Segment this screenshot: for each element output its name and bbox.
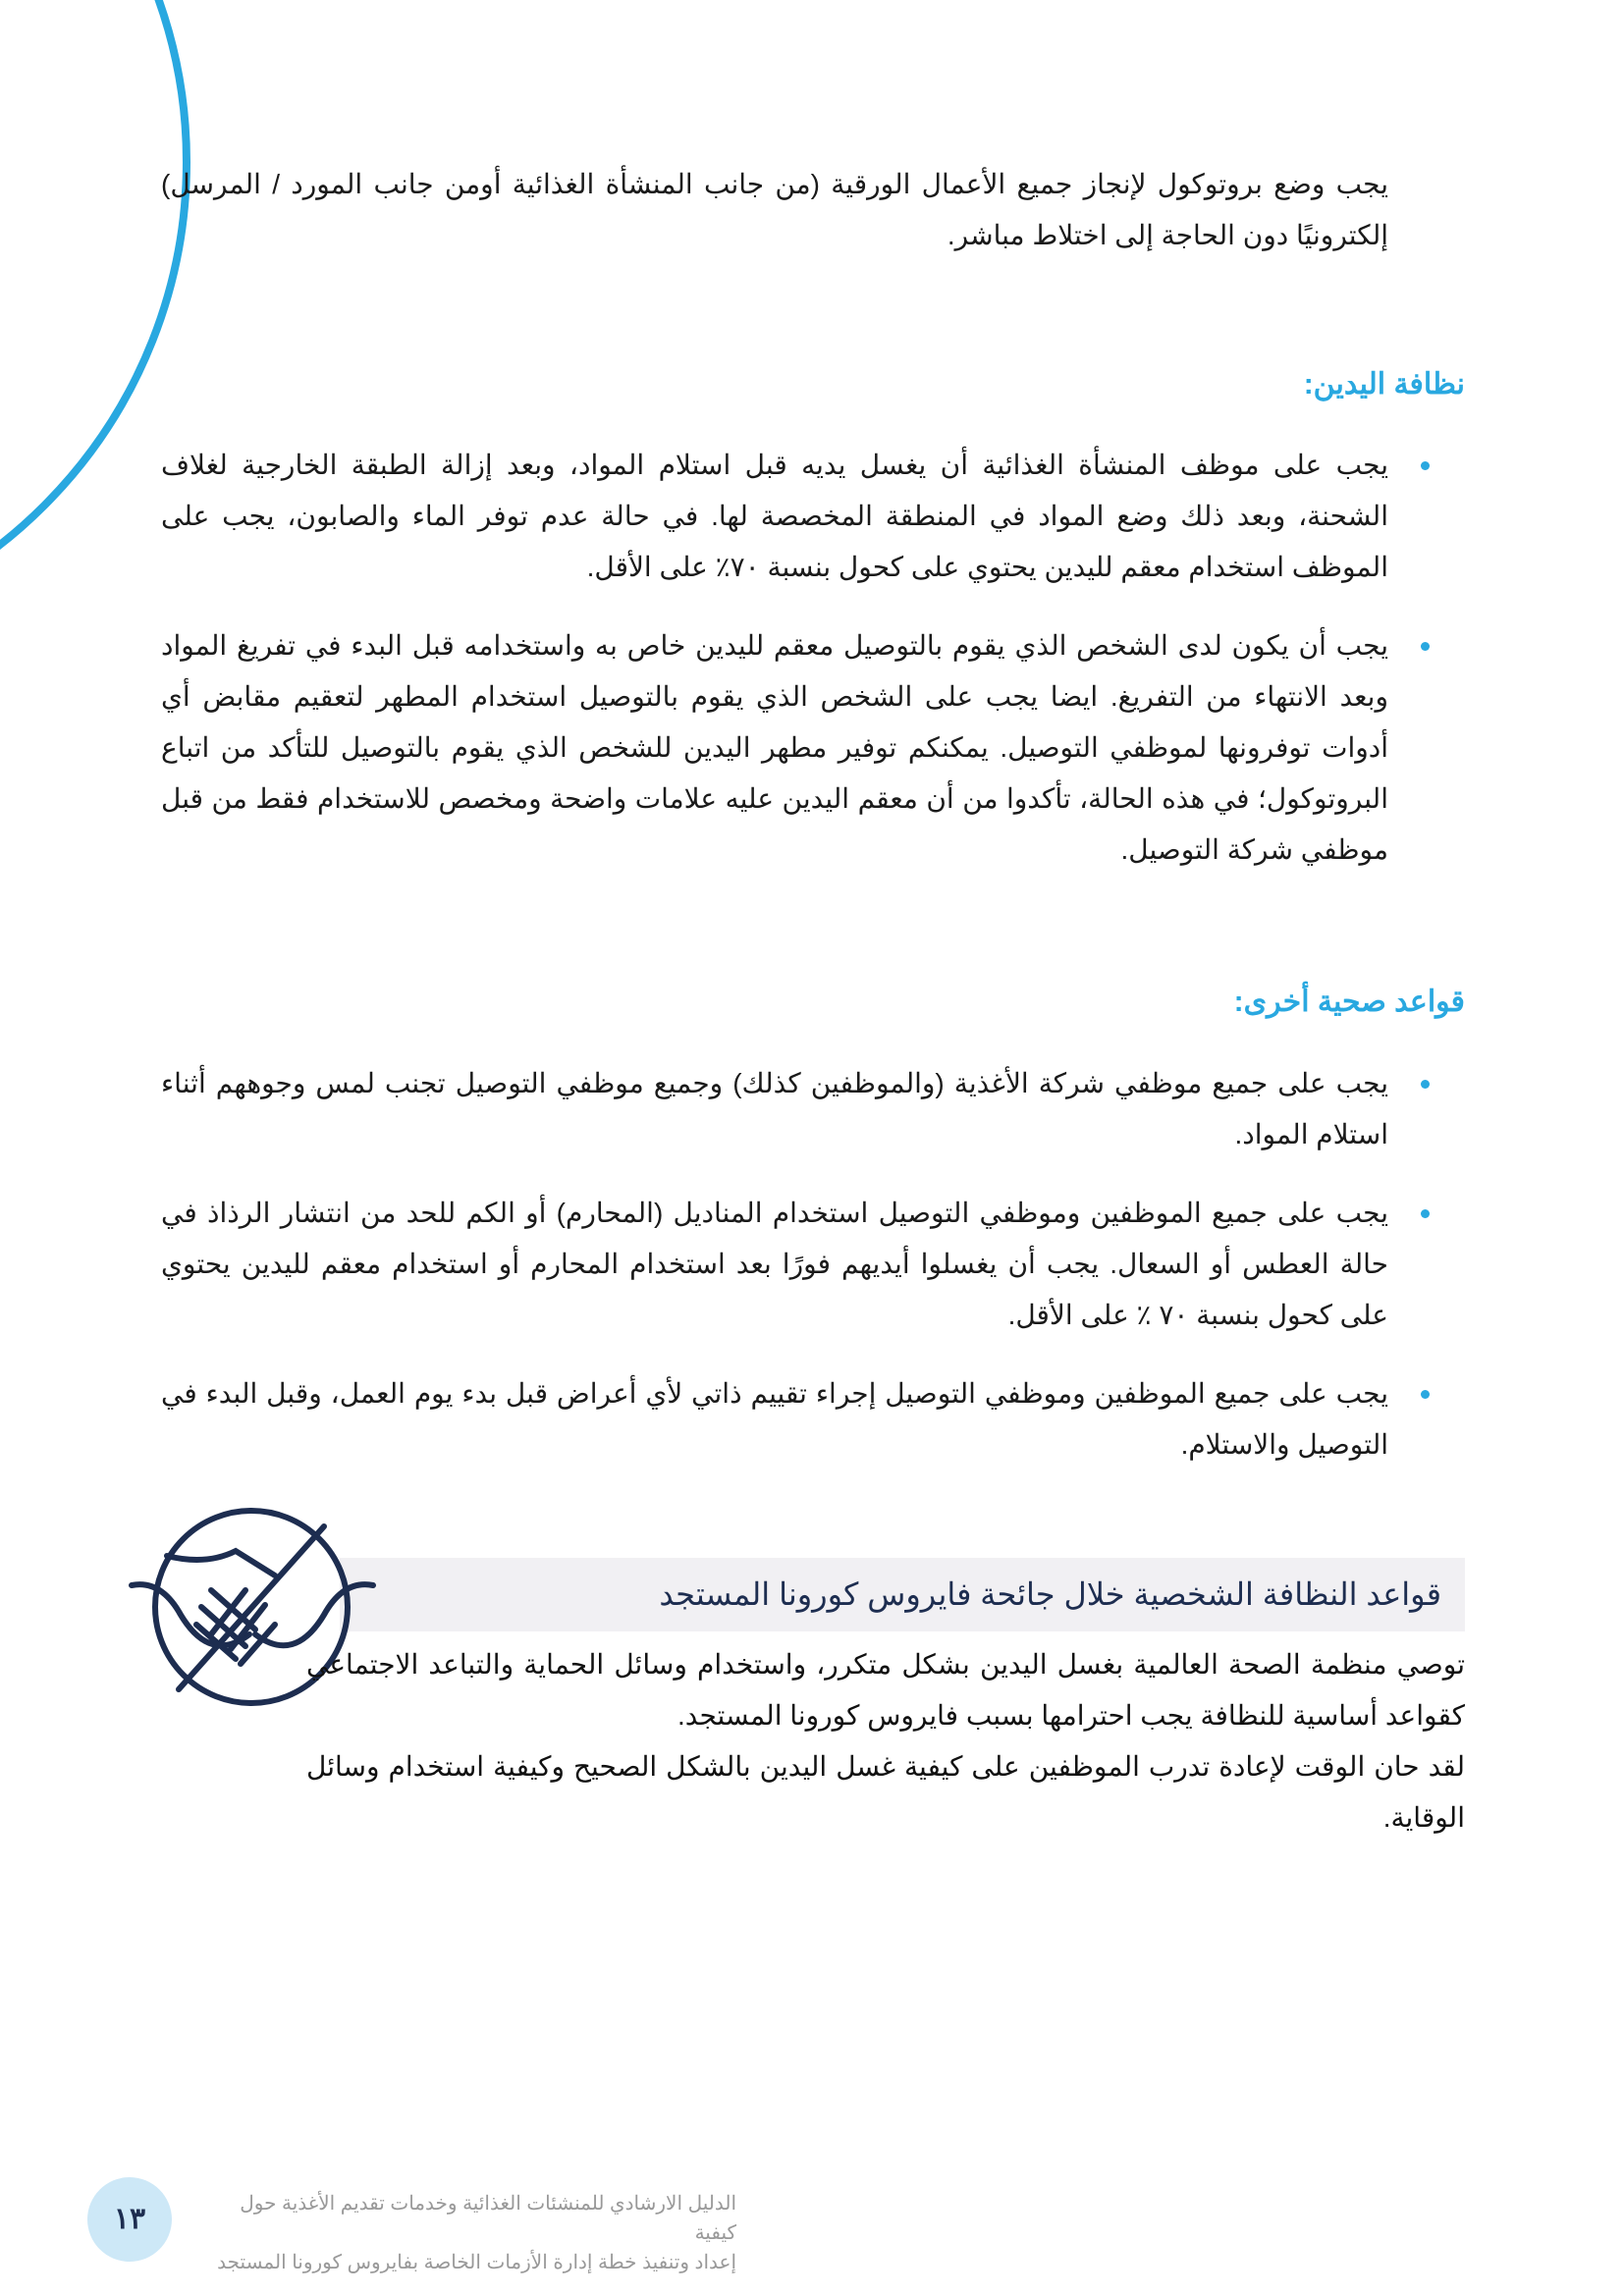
list-item-text: يجب أن يكون لدى الشخص الذي يقوم بالتوصيل معقم لليدين خاص به واستخدامه قبل البدء في تفريغ المواد وبعد الانتهاء من التفريغ. ايضا يجب على الشخص الذي يقوم بالتوصيل استخدام المطهر لتعقيم مقابض أي أدوات توفرونها لموظفي التوصيل. يمكنكم توفير مطهر اليدين للشخص الذي يقوم بالتوصيل للتأكد من اتباع البروتوكول؛ في هذه الحالة، تأكدوا من أن معقم اليدين عليه علامات واضحة ومخصص للاستخدام فقط من قبل موظفي شركة التوصيل. — [161, 630, 1389, 865]
bullet-icon — [1421, 1209, 1430, 1218]
bullet-icon — [1421, 642, 1430, 651]
bullet-icon — [1421, 1390, 1430, 1399]
footer-line: الدليل الارشادي للمنشئات الغذائية وخدمات تقديم الأغذية حول كيفية — [240, 2193, 736, 2244]
footer-text — [206, 2189, 736, 2277]
footer-line: إعداد وتنفيذ خطة إدارة الأزمات الخاصة بفايروس كورونا المستجد — [217, 2252, 736, 2273]
list-item — [161, 440, 1388, 593]
list-item-text: يجب على جميع الموظفين وموظفي التوصيل إجراء تقييم ذاتي لأي أعراض قبل بدء يوم العمل، وقبل البدء في التوصيل والاستلام. — [161, 1378, 1388, 1460]
list-item — [161, 1058, 1388, 1160]
list-item-text: يجب على جميع الموظفين وموظفي التوصيل استخدام المناديل (المحارم) أو الكم للحد من انتشار الرذاذ في حالة العطس أو السعال. يجب أن يغسلوا أيديهم فورًا بعد استخدام المحارم أو استخدام معقم لليدين يحتوي على كحول بنسبة ٧٠ ٪ على الأقل. — [161, 1198, 1388, 1330]
callout-title: قواعد النظافة الشخصية خلال جائحة فايروس كورونا المستجد — [659, 1576, 1441, 1612]
callout-paragraph: لقد حان الوقت لإعادة تدرب الموظفين على كيفية غسل اليدين بالشكل الصحيح وكيفية استخدام وسائل الوقاية. — [306, 1751, 1465, 1833]
list-item-text: يجب على جميع موظفي شركة الأغذية (والموظفين كذلك) وجميع موظفي التوصيل تجنب لمس وجوههم أثناء استلام المواد. — [161, 1068, 1388, 1149]
hand-hygiene-list — [161, 440, 1388, 903]
page-number-badge: ١٣ — [87, 2177, 172, 2262]
other-rules-list — [161, 1058, 1388, 1498]
list-item — [161, 1188, 1388, 1341]
hand-hygiene-heading: نظافة اليدين: — [1303, 368, 1465, 400]
intro-paragraph: يجب وضع بروتوكول لإنجاز جميع الأعمال الورقية (من جانب المنشأة الغذائية أومن جانب المورد / المرسل) إلكترونيًا دون الحاجة إلى اختلاط مباشر. — [161, 169, 1388, 250]
list-item-text: يجب على موظف المنشأة الغذائية أن يغسل يديه قبل استلام المواد، وبعد إزالة الطبقة الخارجية لغلاف الشحنة، وبعد ذلك وضع المواد في المنطقة المخصصة لها. في حالة عدم توفر الماء والصابون، يجب على الموظف استخدام معقم لليدين يحتوي على كحول بنسبة ٧٠٪ على الأقل. — [161, 450, 1388, 582]
callout-body — [306, 1639, 1465, 1843]
callout-paragraph: توصي منظمة الصحة العالمية بغسل اليدين بشكل متكرر، واستخدام وسائل الحماية والتباعد الاجتماعي كقواعد أساسية للنظافة يجب احترامها بسبب فايروس كورونا المستجد. — [306, 1649, 1465, 1731]
bullet-icon — [1421, 1080, 1430, 1089]
list-item — [161, 620, 1388, 876]
list-item — [161, 1368, 1388, 1470]
callout-title-box — [340, 1558, 1465, 1631]
other-rules-heading: قواعد صحية أخرى: — [1233, 986, 1465, 1018]
bullet-icon — [1421, 461, 1430, 470]
